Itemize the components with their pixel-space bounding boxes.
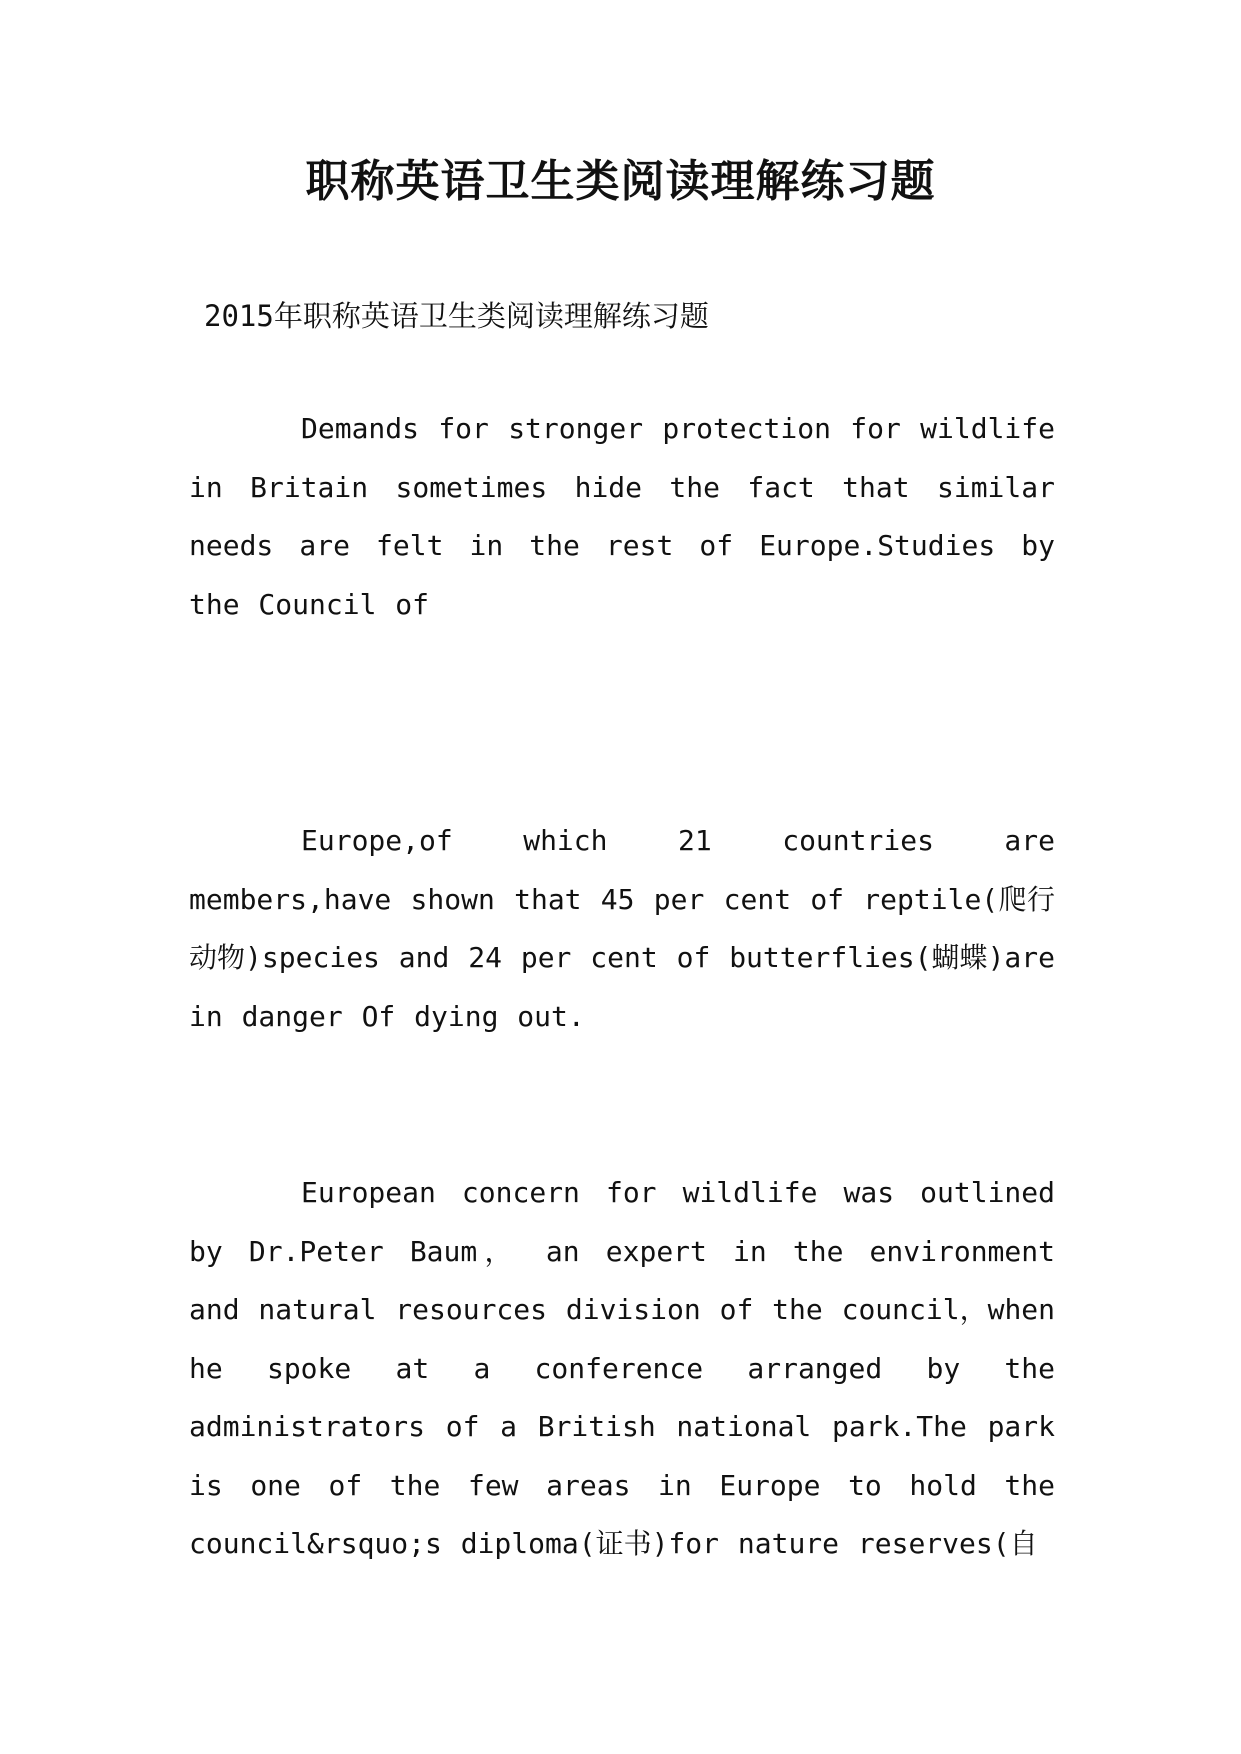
document-subtitle: 2015年职称英语卫生类阅读理解练习题 [204,299,709,333]
paragraph-3: European concern for wildlife was outlined by Dr.Peter Baum， an expert in the environment and natural resources division of the council，when he spoke at a conference arranged by the administrators of a British national park.The park is one of the few areas in Europe to hold the council&rsquo;s diploma(证书)for nature reserves(自 [189,1176,1056,1560]
paragraph-1: Demands for stronger protection for wildlife in Britain sometimes hide the fact that similar needs are felt in the rest of Europe.Studies by the Council of [189,412,1055,621]
paragraph-2: Europe,of which 21 countries are members,have shown that 45 per cent of reptile(爬行动物)species and 24 per cent of butterflies(蝴蝶)are in danger Of dying out. [189,824,1055,1033]
document-title: 职称英语卫生类阅读理解练习题 [305,156,936,207]
